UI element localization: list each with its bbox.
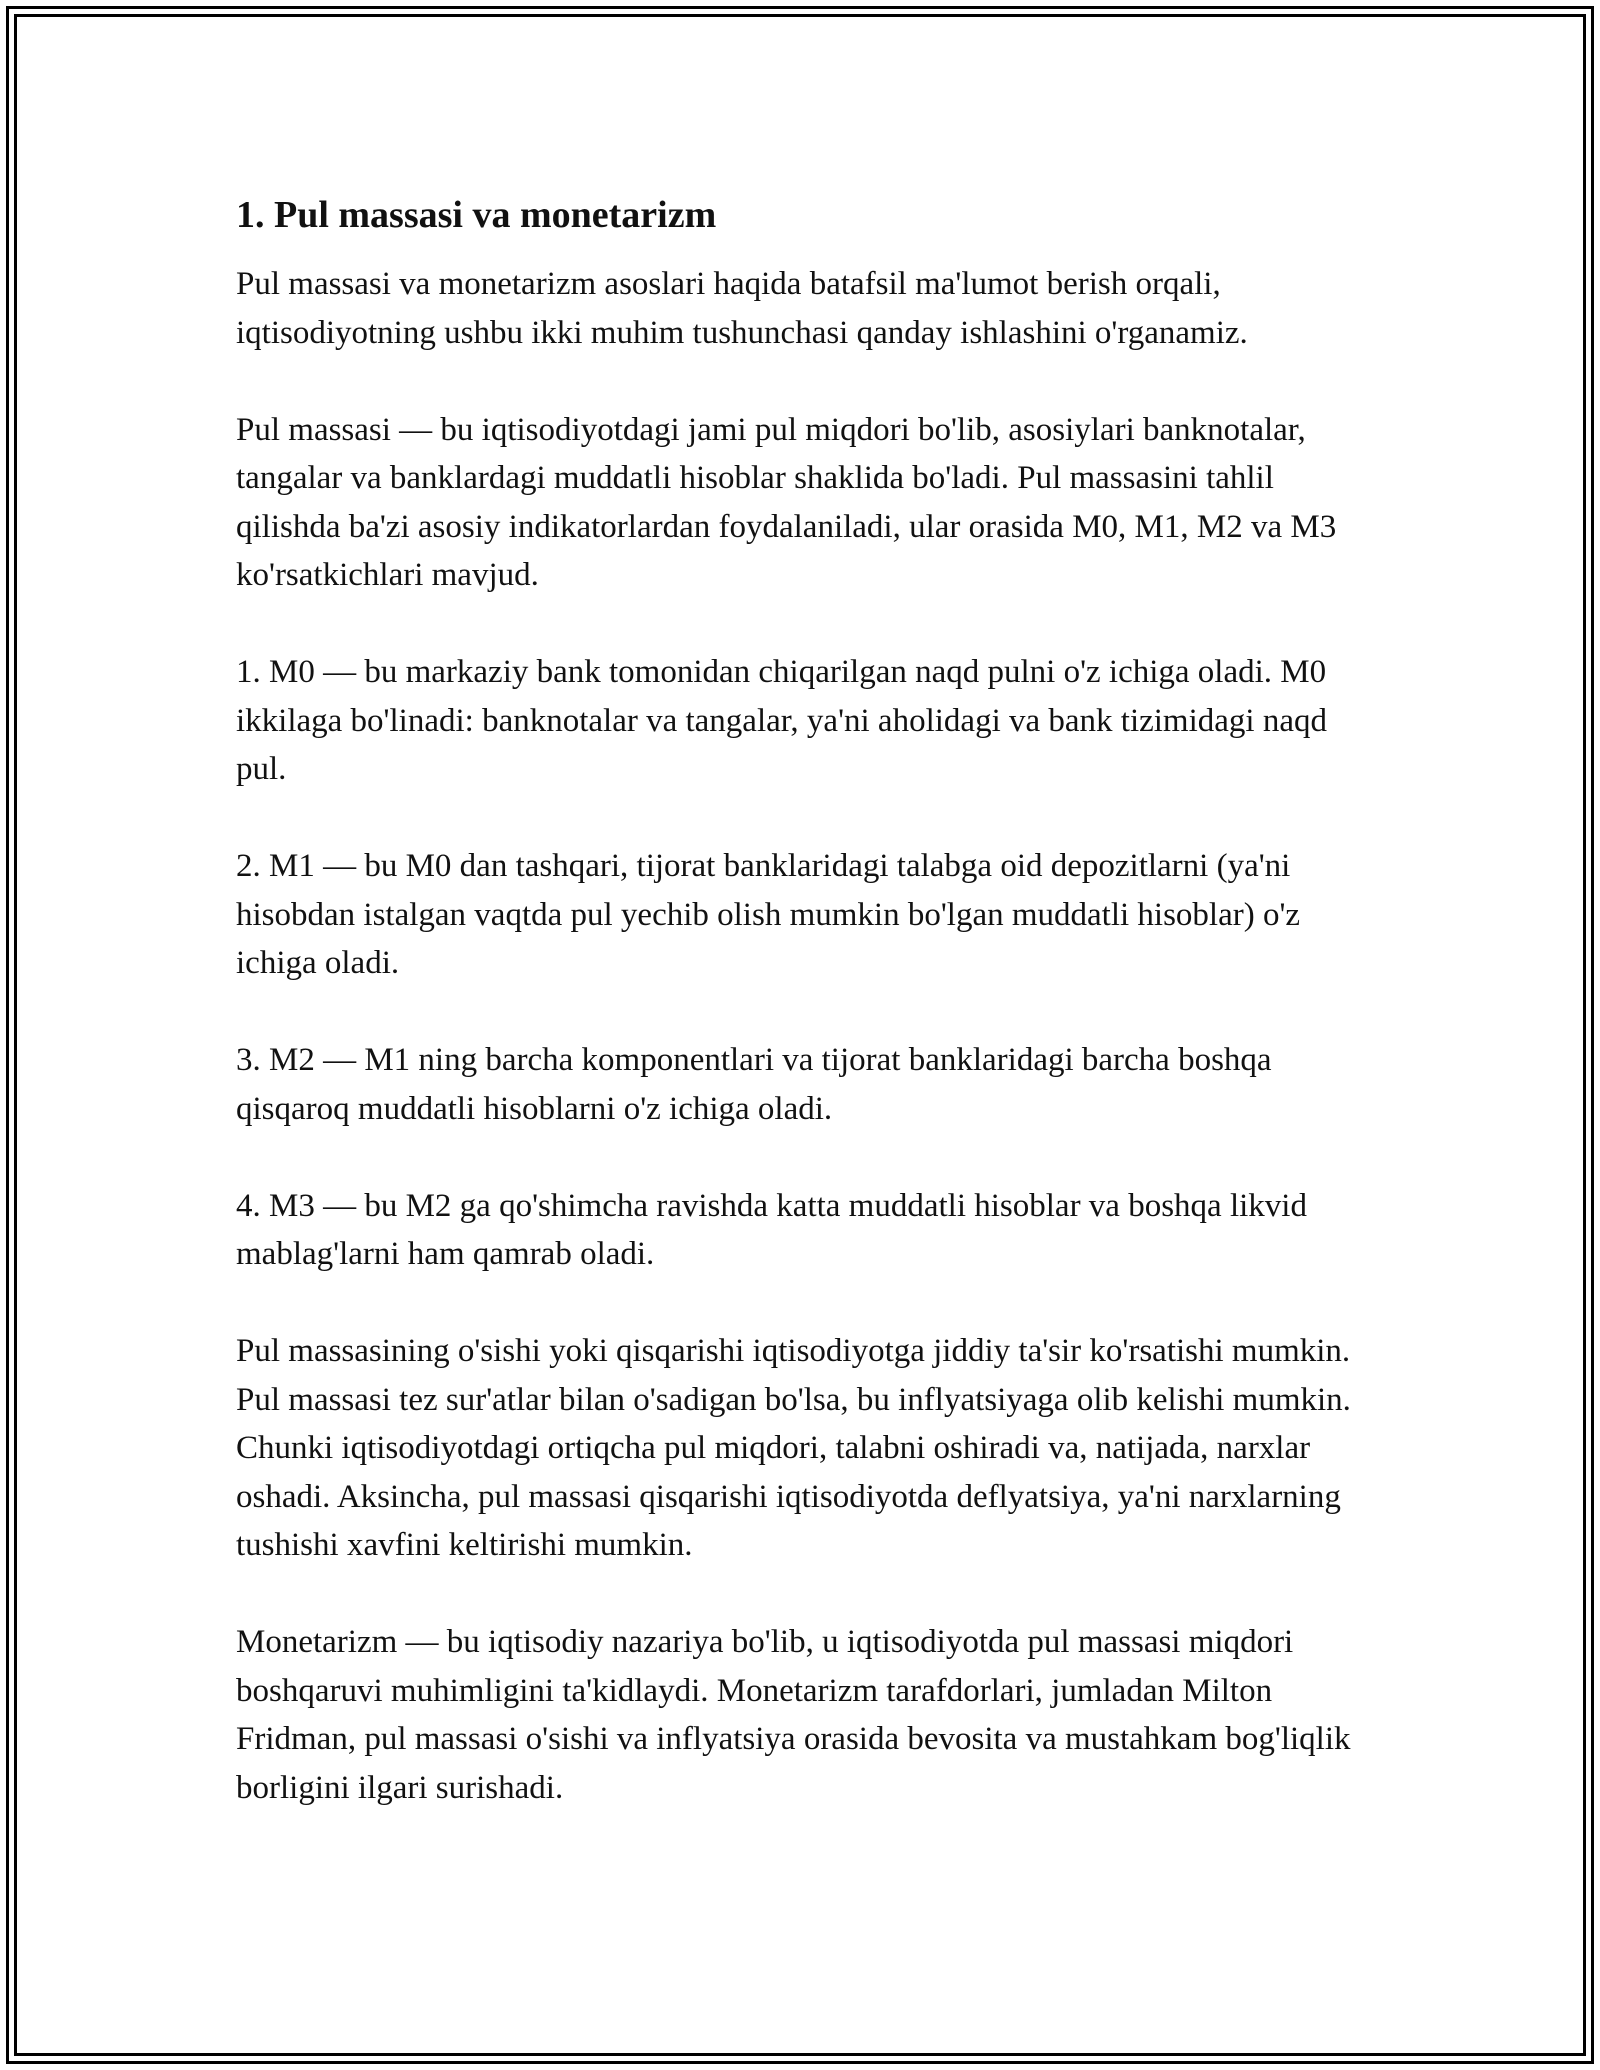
document-title: 1. Pul massasi va monetarizm bbox=[236, 194, 717, 236]
m1-paragraph: 2. M1 — bu M0 dan tashqari, tijorat banklaridagi talabga oid depozitlarni (ya'ni hisobdan istalgan vaqtda pul yechib olish mumkin bo'lgan muddatli hisoblar) o'z ichiga oladi. bbox=[236, 848, 1301, 981]
money-supply-effects-paragraph: Pul massasining o'sishi yoki qisqarishi iqtisodiyotga jiddiy ta'sir ko'rsatishi mumkin. Pul massasi tez sur'atlar bilan o'sadigan bo'lsa, bu inflyatsiyaga olib kelishi mumkin. Chunki iqtisodiyotdagi ortiqcha pul miqdori, talabni oshiradi va, natijada, narxlar oshadi. Aksincha, pul massasi qisqarishi iqtisodiyotda deflyatsiya, ya'ni narxlarning tushishi xavfini keltirishi mumkin. bbox=[236, 1333, 1351, 1563]
m2-paragraph: 3. M2 — M1 ning barcha komponentlari va tijorat banklaridagi barcha boshqa qisqaroq muddatli hisoblarni o'z ichiga oladi. bbox=[236, 1042, 1272, 1127]
intro-paragraph: Pul massasi va monetarizm asoslari haqida batafsil ma'lumot berish orqali, iqtisodiyotning ushbu ikki muhim tushunchasi qanday ishlashini o'rganamiz. bbox=[236, 266, 1248, 351]
m3-paragraph: 4. M3 — bu M2 ga qo'shimcha ravishda katta muddatli hisoblar va boshqa likvid mablag'larni ham qamrab oladi. bbox=[236, 1187, 1307, 1272]
monetarism-paragraph: Monetarizm — bu iqtisodiy nazariya bo'lib, u iqtisodiyotda pul massasi miqdori boshqaruvi muhimligini ta'kidlaydi. Monetarizm tarafdorlari, jumladan Milton Fridman, pul massasi o'sishi va inflyatsiya orasida bevosita va mustahkam bog'liqlik borligini ilgari surishadi. bbox=[236, 1624, 1351, 1806]
m0-paragraph: 1. M0 — bu markaziy bank tomonidan chiqarilgan naqd pulni o'z ichiga oladi. M0 ikkilaga bo'linadi: banknotalar va tangalar, ya'ni aholidagi va bank tizimidagi naqd pul. bbox=[236, 654, 1327, 787]
document-body bbox=[236, 190, 1376, 1861]
money-supply-definition-paragraph: Pul massasi — bu iqtisodiyotdagi jami pul miqdori bo'lib, asosiylari banknotalar, tangalar va banklardagi muddatli hisoblar shaklida bo'ladi. Pul massasini tahlil qilishda ba'zi asosiy indikatorlardan foydalaniladi, ular orasida M0, M1, M2 va M3 ko'rsatkichlari mavjud. bbox=[236, 411, 1337, 593]
